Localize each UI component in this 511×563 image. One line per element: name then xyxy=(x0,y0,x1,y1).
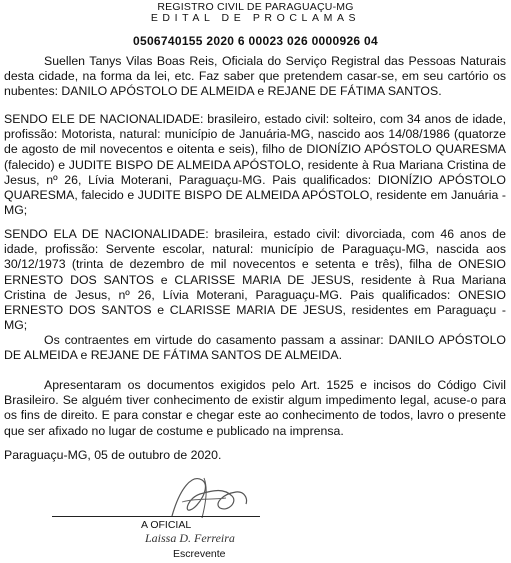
date-line: Paraguaçu-MG, 05 de outubro de 2020. xyxy=(4,448,222,462)
closing-paragraph: Apresentaram os documentos exigidos pelo Art. 1525 e incisos do Código Civil Brasileiro. Se alguém tiver conhecimento de existir algum impedimento legal, acuse-o para os fins de direito. E para constar e chegar este ao conhecimento de todos, lavro o presente que ser afixado no lugar de costume e publicado na imprensa. xyxy=(4,378,506,438)
new-names-paragraph: Os contraentes em virtude do casamento passam a assinar: DANILO APÓSTOLO DE ALMEIDA e REJANE DE FÁTIMA SANTOS DE ALMEIDA. xyxy=(4,333,506,363)
signer-title: Escrevente xyxy=(173,548,226,560)
intro-paragraph: Suellen Tanys Vilas Boas Reis, Oficiala do Serviço Registral das Pessoas Naturais desta cidade, na forma da lei, etc. Faz saber que pretendem casar-se, em seu cartório os nubentes: DANILO APÓSTOLO DE ALMEIDA e REJANE DE FÁTIMA SANTOS. xyxy=(4,54,506,99)
registration-code: 0506740155 2020 6 00023 026 0000926 04 xyxy=(133,34,378,48)
signer-role: A OFICIAL xyxy=(141,519,192,531)
bride-paragraph: SENDO ELA DE NACIONALIDADE: brasileira, estado civil: divorciada, com 46 anos de idade, profissão: Servente escolar, natural: município de Paraguaçu-MG, nascida aos 30/12/1973 (trinta de dezembro de mil novecentos e setenta e três), filha de ONESIO ERNESTO DOS SANTOS e CLARISSE MARIA DE JESUS, residente à Rua Mariana Cristina de Jesus, nº 26, Lívia Moterani, Paraguaçu-MG. Pais qualificados: ONESIO ERNESTO DOS SANTOS e CLARISSE MARIA DE JESUS, residentes em Paraguaçu - MG; xyxy=(4,227,506,333)
signature-line xyxy=(52,516,260,517)
registry-title: REGISTRO CIVIL DE PARAGUAÇU-MG xyxy=(157,1,354,13)
document-heading: EDITAL DE PROCLAMAS xyxy=(150,12,361,24)
handwritten-signature xyxy=(162,468,252,523)
groom-paragraph: SENDO ELE DE NACIONALIDADE: brasileiro, estado civil: solteiro, com 34 anos de idade, profissão: Motorista, natural: município de Januária-MG, nascido aos 14/08/1986 (quatorze de agosto de mil novecentos e oitenta e seis), filho de DIONÍZIO APÓSTOLO QUARESMA (falecido) e JUDITE BISPO DE ALMEIDA APÓSTOLO, residente à Rua Mariana Cristina de Jesus, nº 26, Lívia Moterani, Paraguaçu-MG. Pais qualificados: DIONÍZIO APÓSTOLO QUARESMA, falecido e JUDITE BISPO DE ALMEIDA APÓSTOLO, residente em Januária - MG; xyxy=(4,112,506,218)
signer-name: Laissa D. Ferreira xyxy=(145,531,235,545)
